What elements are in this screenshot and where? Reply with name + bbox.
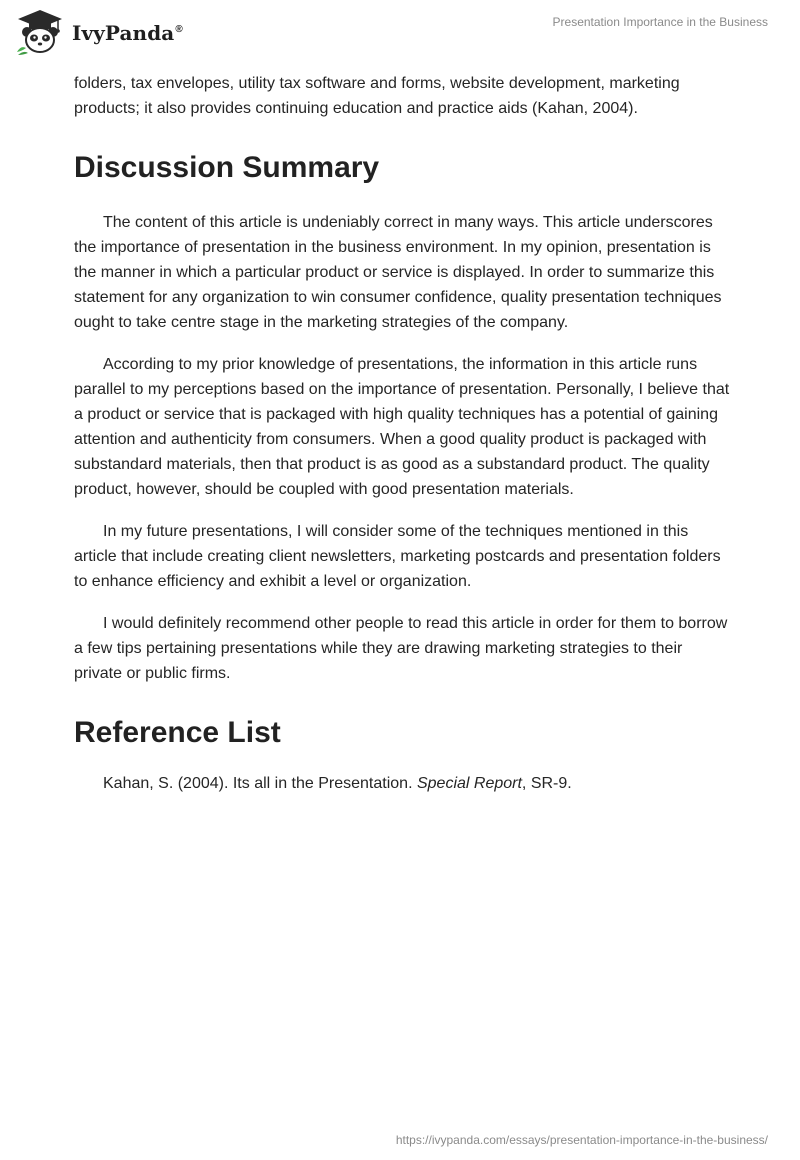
discussion-paragraph: The content of this article is undeniably correct in many ways. This article underscores the importance of presentation in the business environment. In my opinion, presentation is the manner in which a particular product or service is displayed. In order to summarize this statement for any organization to win consumer confidence, quality presentation techniques ought to take centre stage in the marketing strategies of the company. <box>74 214 722 331</box>
brand-name: IvyPanda® <box>72 21 183 45</box>
reference-source: Special Report <box>416 775 522 792</box>
document-title: Presentation Importance in the Business <box>552 15 768 29</box>
reference-entry <box>74 771 734 796</box>
discussion-summary-heading: Discussion Summary <box>74 151 380 184</box>
intro-paragraph: folders, tax envelopes, utility tax software and forms, website development, marketing products; it also provides continuing education and practice aids (Kahan, 2004). <box>74 75 680 117</box>
essay-content <box>74 71 734 796</box>
discussion-paragraph: I would definitely recommend other people to read this article in order for them to borrow a few tips pertaining presentations while they are drawing marketing strategies to their private or public firms. <box>74 615 728 682</box>
panda-graduate-icon <box>14 8 66 56</box>
source-url[interactable]: https://ivypanda.com/essays/presentation-importance-in-the-business/ <box>395 1133 768 1147</box>
reference-list-heading: Reference List <box>74 716 281 749</box>
page-header <box>0 0 800 60</box>
discussion-paragraph: In my future presentations, I will consider some of the techniques mentioned in this article that include creating client newsletters, marketing postcards and presentation folders to enhance efficiency and exhibit a level or organization. <box>74 523 721 590</box>
ivypanda-logo[interactable] <box>14 8 183 56</box>
reference-authors: Kahan, S. (2004). Its all in the Presentation. <box>103 775 417 792</box>
reference-suffix: , SR-9. <box>521 775 572 792</box>
discussion-paragraph: According to my prior knowledge of presentations, the information in this article runs parallel to my perceptions based on the importance of presentation. Personally, I believe that a product or service that is packaged with high quality techniques has a potential of gaining attention and authenticity from consumers. When a good quality product is packaged with substandard materials, then that product is as good as a substandard product. The quality product, however, should be coupled with good presentation materials. <box>74 356 730 498</box>
